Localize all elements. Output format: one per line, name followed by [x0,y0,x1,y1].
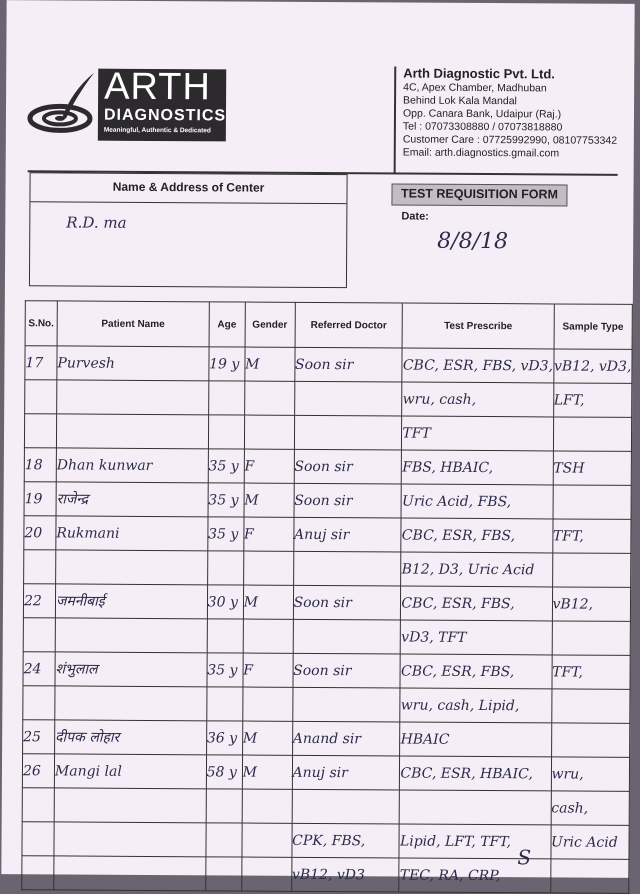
table-header-row [25,301,632,350]
table-row [23,584,630,622]
cell-patient-name: शंभुलाल [55,652,207,687]
address-line: Customer Care : 07725992990, 08107753342 [402,133,618,147]
center-heading: Name & Address of Center [30,173,346,204]
cell-sample-type [553,485,632,519]
cell-gender [242,823,292,857]
cell-sno: 20 [24,516,56,550]
cell-test-prescribe: wru, cash, Lipid, [400,688,551,723]
cell-age [206,789,242,823]
address-line: Opp. Canara Bank, Udaipur (Raj.) [402,107,562,121]
cell-age: 35 y [208,517,244,551]
address-line: 4C, Apex Chamber, Madhuban [403,81,547,95]
cell-sample-type: TFT, [552,519,631,553]
cell-gender [242,789,292,823]
cell-age [208,381,244,415]
cell-referred-doctor [294,381,402,416]
cell-test-prescribe: HBAIC [400,722,551,757]
cell-referred-doctor: Soon sir [294,483,402,518]
date-value: 8/8/18 [437,228,509,255]
cell-sample-type: wru, [551,757,630,791]
cell-referred-doctor [292,789,400,824]
cell-patient-name: राजेन्द्र [56,482,208,517]
col-header-age: Age [209,302,245,347]
cell-referred-doctor: Soon sir [294,449,402,484]
cell-patient-name [54,856,206,891]
cell-referred-doctor [292,687,400,722]
cell-test-prescribe: CBC, ESR, FBS, [400,654,551,689]
cell-test-prescribe: CBC, ESR, FBS, [401,518,552,553]
cell-test-prescribe [400,790,551,825]
table-row [22,754,629,792]
cell-sample-type [552,621,631,655]
col-header-sno: S.No. [25,301,57,346]
cell-sample-type: TFT, [552,655,631,689]
cell-referred-doctor: Soon sir [293,585,401,620]
cell-test-prescribe: Uric Acid, FBS, [401,484,552,519]
table-row [22,856,629,894]
cell-sno [24,550,56,584]
cell-sno [24,414,56,448]
cell-age [207,551,243,585]
cell-gender: M [242,755,292,789]
cell-patient-name: Purvesh [57,346,209,381]
cell-test-prescribe: TEC, RA, CRP, [399,858,550,893]
cell-sample-type: vB12, [552,587,631,621]
col-header-test-prescribe: Test Prescribe [402,303,553,349]
cell-test-prescribe: wru, cash, [402,382,553,417]
cell-age [207,619,243,653]
cell-referred-doctor: Soon sir [294,347,402,382]
col-header-referred-doctor: Referred Doctor [295,302,403,348]
cell-gender: F [244,449,294,483]
logo-wordmark: ARTH [104,65,212,109]
cell-age: 35 y [208,449,244,483]
cell-sno [23,686,55,720]
cell-gender [244,415,294,449]
center-address-box [29,172,348,288]
cell-referred-doctor: Anuj sir [292,755,400,790]
cell-age [208,415,244,449]
cell-age: 19 y [209,347,245,381]
col-header-patient-name: Patient Name [57,301,209,347]
table-row [23,686,630,724]
cell-age: 30 y [207,585,243,619]
cell-age: 36 y [206,721,242,755]
cell-patient-name: Mangi lal [54,754,206,789]
cell-age: 35 y [208,483,244,517]
cell-age: 35 y [207,653,243,687]
header-divider [394,66,396,172]
test-requisition-table [21,300,633,894]
cell-referred-doctor: Anuj sir [293,517,401,552]
cell-sample-type [551,689,630,723]
cell-patient-name: Rukmani [56,516,208,551]
cell-sno [23,618,55,652]
table-row [22,822,629,860]
cell-referred-doctor: Anand sir [292,721,400,756]
signature: S [517,845,532,870]
cell-patient-name [55,686,207,721]
cell-gender: M [244,483,294,517]
cell-gender [243,551,293,585]
cell-patient-name [55,618,207,653]
cell-gender: M [242,721,292,755]
cell-test-prescribe: B12, D3, Uric Acid [401,552,552,587]
cell-patient-name: Dhan kunwar [56,448,208,483]
cell-sample-type: Uric Acid [550,825,629,859]
cell-sno [22,856,54,890]
requisition-form-sheet [1,0,634,884]
arth-logo-icon [26,66,96,136]
cell-sample-type: LFT, [553,383,632,417]
cell-test-prescribe: TFT [402,416,553,451]
cell-sno: 24 [23,652,55,686]
form-title: TEST REQUISITION FORM [391,183,567,206]
cell-test-prescribe: FBS, HBAIC, [402,450,553,485]
col-header-gender: Gender [245,302,295,347]
table-row [24,414,631,452]
cell-age [206,687,242,721]
cell-referred-doctor: vB12, vD3 [291,857,399,892]
cell-test-prescribe: CBC, ESR, FBS, [401,586,552,621]
cell-test-prescribe: Lipid, LFT, TFT, [399,824,550,859]
cell-gender: M [245,347,295,381]
address-line: Tel : 07073308880 / 07073818880 [402,120,563,134]
col-header-sample-type: Sample Type [554,304,633,349]
cell-patient-name [56,414,208,449]
cell-patient-name: दीपक लोहार [55,720,207,755]
table-row [25,346,632,384]
table-row [23,618,630,656]
table-row [25,380,632,418]
table-row [23,720,630,758]
cell-referred-doctor: CPK, FBS, [292,823,400,858]
cell-gender: F [243,653,293,687]
table-row [24,550,631,588]
cell-sample-type [551,723,630,757]
cell-age [205,857,241,891]
cell-sample-type [550,859,629,893]
table-row [24,516,631,554]
center-value: R.D. ma [66,213,127,232]
table-row [24,482,631,520]
logo-tagline: Meaningful, Authentic & Dedicated [103,126,211,135]
cell-sample-type: TSH [553,451,632,485]
cell-sno: 25 [23,720,55,754]
cell-test-prescribe: CBC, ESR, HBAIC, [400,756,551,791]
company-name: Arth Diagnostic Pvt. Ltd. [403,65,555,82]
cell-test-prescribe: CBC, ESR, FBS, vD3, [402,348,553,383]
table-row [23,652,630,690]
company-address-block [403,67,618,161]
cell-patient-name [54,788,206,823]
cell-sno: 18 [24,448,56,482]
table-row [22,788,629,826]
cell-referred-doctor [294,415,402,450]
cell-patient-name [54,822,206,857]
cell-sno: 26 [22,754,54,788]
address-line: Behind Lok Kala Mandal [403,94,517,108]
cell-patient-name: जमनीबाई [55,584,207,619]
cell-sample-type [552,553,631,587]
date-label: Date: [401,210,429,223]
cell-sno [22,822,54,856]
cell-gender [242,687,292,721]
cell-referred-doctor [293,551,401,586]
cell-gender [244,381,294,415]
cell-gender: F [243,517,293,551]
cell-sno: 17 [25,346,57,380]
cell-sno: 19 [24,482,56,516]
cell-gender [241,857,291,891]
logo-subtitle: DIAGNOSTICS [103,106,227,125]
cell-patient-name [56,550,208,585]
cell-sample-type [553,417,632,451]
cell-sno: 22 [23,584,55,618]
cell-referred-doctor: Soon sir [293,653,401,688]
cell-test-prescribe: vD3, TFT [401,620,552,655]
cell-patient-name [57,380,209,415]
cell-sample-type: vB12, vD3, [553,349,632,383]
table-row [24,448,631,486]
address-line: Email: arth.diagnostics.gmail.com [402,146,560,160]
cell-sno [25,380,57,414]
cell-age [206,823,242,857]
cell-age: 58 y [206,755,242,789]
cell-gender: M [243,585,293,619]
cell-sample-type: cash, [551,791,630,825]
cell-gender [243,619,293,653]
cell-sno [22,788,54,822]
cell-referred-doctor [293,619,401,654]
